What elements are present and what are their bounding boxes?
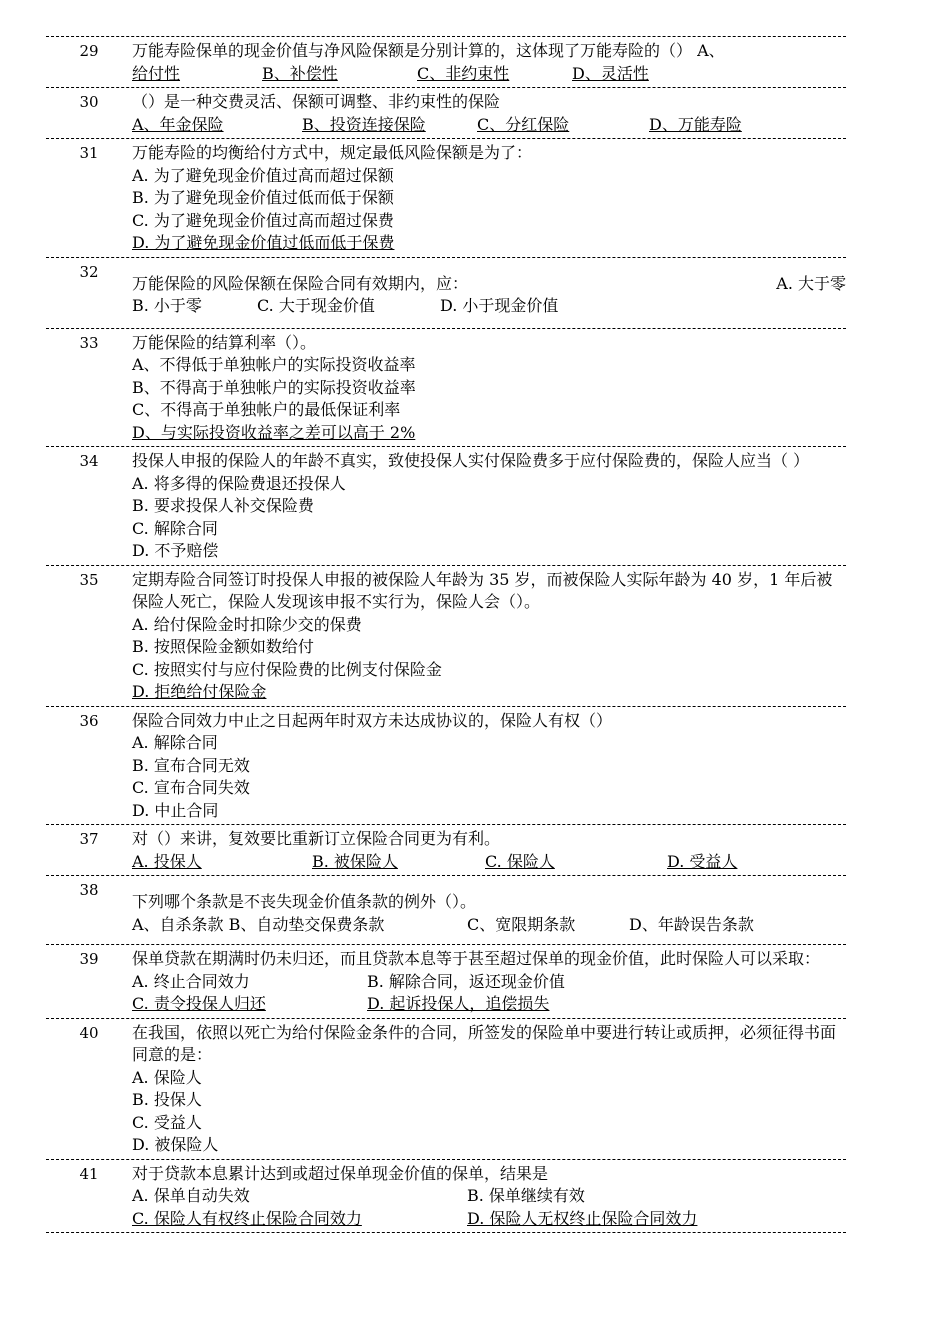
option-d: D. 被保险人 bbox=[132, 1135, 219, 1154]
question-stem-row bbox=[132, 273, 846, 296]
option-d: D、年龄误告条款 bbox=[629, 914, 754, 934]
question-list bbox=[46, 36, 846, 1233]
option-a: A. 保单自动失效 bbox=[132, 1186, 250, 1205]
question-37 bbox=[46, 824, 846, 875]
option-row bbox=[132, 993, 846, 1016]
option-d: D、万能寿险 bbox=[649, 114, 742, 134]
option-d: D. 保险人无权终止保险合同效力 bbox=[467, 1208, 698, 1228]
option-b: B、不得高于单独帐户的实际投资收益率 bbox=[132, 377, 416, 397]
question-stem: 投保人申报的保险人的年龄不真实，致使投保人实付保险费多于应付保险费的，保险人应当（ ） bbox=[132, 451, 810, 470]
question-body bbox=[132, 40, 846, 85]
option-row bbox=[132, 914, 846, 937]
option-c: C. 宣布合同失效 bbox=[132, 778, 250, 797]
question-body bbox=[132, 1022, 846, 1157]
question-number: 33 bbox=[79, 333, 99, 352]
option-c: C、不得高于单独帐户的最低保证利率 bbox=[132, 400, 401, 419]
option-d: D、与实际投资收益率之差可以高于 2% bbox=[132, 422, 416, 442]
option-row bbox=[132, 1208, 846, 1231]
question-30 bbox=[46, 87, 846, 138]
option-c: C. 解除合同 bbox=[132, 518, 218, 538]
option-c: C、分红保险 bbox=[477, 114, 570, 134]
option-b: B. 被保险人 bbox=[312, 851, 398, 871]
option-b: B. 投保人 bbox=[132, 1090, 202, 1109]
option-a: A. 保险人 bbox=[132, 1067, 202, 1087]
question-number: 36 bbox=[79, 711, 99, 730]
question-body bbox=[132, 142, 846, 255]
question-body bbox=[132, 828, 846, 873]
question-body bbox=[132, 332, 846, 445]
question-stem: 保险合同效力中止之日起两年时双方未达成协议的，保险人有权（） bbox=[132, 710, 613, 730]
question-number: 30 bbox=[79, 93, 99, 111]
question-number: 39 bbox=[79, 950, 99, 968]
question-stem: 定期寿险合同签订时投保人申报的被保险人年龄为 35 岁，而被保险人实际年龄为 40 岁，1 年后被保险人死亡，保险人发现该申报不实行为，保险人会（）。 bbox=[132, 569, 833, 611]
option-a: A. 大于零 bbox=[776, 273, 846, 293]
option-b: B. 小于零 bbox=[132, 296, 202, 315]
option-d: D. 起诉投保人，追偿损失 bbox=[367, 994, 550, 1013]
question-number: 41 bbox=[79, 1164, 99, 1183]
question-stem: 保单贷款在期满时仍未归还，而且贷款本息等于甚至超过保单的现金价值，此时保险人可以采取： bbox=[132, 949, 821, 968]
question-41 bbox=[46, 1159, 846, 1234]
option-c: C. 保险人 bbox=[485, 851, 555, 871]
option-d: D. 中止合同 bbox=[132, 800, 219, 820]
question-39 bbox=[46, 944, 846, 1018]
question-stem: 下列哪个条款是不丧失现金价值条款的例外（）。 bbox=[132, 892, 477, 911]
question-33 bbox=[46, 328, 846, 447]
option-row bbox=[132, 63, 846, 86]
option-c: C. 大于现金价值 bbox=[257, 296, 375, 315]
question-body bbox=[132, 261, 846, 326]
question-stem: 对（）来讲，复效要比重新订立保险合同更为有利。 bbox=[132, 829, 501, 848]
question-36 bbox=[46, 706, 846, 825]
question-40 bbox=[46, 1018, 846, 1159]
option-d: D. 小于现金价值 bbox=[440, 296, 559, 315]
question-stem: 万能寿险的均衡给付方式中，规定最低风险保额是为了： bbox=[132, 143, 533, 162]
question-body bbox=[132, 710, 846, 823]
option-row bbox=[132, 971, 846, 994]
option-b: B. 保单继续有效 bbox=[467, 1186, 585, 1205]
question-stem: 对于贷款本息累计达到或超过保单现金价值的保单，结果是 bbox=[132, 1163, 549, 1183]
option-row bbox=[132, 1185, 846, 1208]
option-c: C. 按照实付与应付保险费的比例支付保险金 bbox=[132, 659, 442, 679]
option-a: A. 将多得的保险费退还投保人 bbox=[132, 473, 346, 493]
question-34 bbox=[46, 446, 846, 565]
question-38 bbox=[46, 875, 846, 944]
option-row bbox=[132, 295, 846, 318]
option-d: D. 不予赔偿 bbox=[132, 541, 219, 560]
option-row bbox=[132, 114, 846, 137]
option-c: C. 为了避免现金价值过高而超过保费 bbox=[132, 210, 394, 230]
question-31 bbox=[46, 138, 846, 257]
question-number: 38 bbox=[79, 881, 99, 899]
option-ab: A、自杀条款 B、自动垫交保费条款 bbox=[132, 914, 385, 934]
option-a: A、不得低于单独帐户的实际投资收益率 bbox=[132, 355, 416, 374]
option-row bbox=[132, 851, 846, 874]
question-35 bbox=[46, 565, 846, 706]
question-number: 29 bbox=[79, 42, 99, 60]
option-a: A. 投保人 bbox=[132, 851, 202, 871]
option-b: B. 宣布合同无效 bbox=[132, 755, 250, 775]
option-b: B. 要求投保人补交保险费 bbox=[132, 496, 314, 515]
option-d: D、灵活性 bbox=[572, 63, 649, 83]
question-body bbox=[132, 450, 846, 563]
question-stem: 在我国，依照以死亡为给付保险金条件的合同，所签发的保险单中要进行转让或质押，必须征得书面同意的是： bbox=[132, 1022, 837, 1064]
question-stem: 万能保险的风险保额在保险合同有效期内，应： bbox=[132, 273, 469, 293]
question-number: 34 bbox=[79, 452, 99, 470]
option-a: A. 解除合同 bbox=[132, 733, 218, 752]
option-a: A、年金保险 bbox=[132, 114, 224, 134]
question-stem: 万能寿险保单的现金价值与净风险保额是分别计算的，这体现了万能寿险的（） A、 bbox=[132, 41, 725, 60]
option-c: C. 责令投保人归还 bbox=[132, 994, 266, 1013]
question-number: 32 bbox=[79, 262, 99, 281]
question-number: 37 bbox=[79, 830, 99, 848]
option-c: C、非约束性 bbox=[417, 63, 510, 83]
option-a: 给付性 bbox=[132, 63, 181, 83]
question-32 bbox=[46, 257, 846, 328]
question-number: 35 bbox=[79, 570, 99, 589]
option-b: B、补偿性 bbox=[262, 63, 338, 83]
option-a: A. 给付保险金时扣除少交的保费 bbox=[132, 614, 362, 634]
question-29 bbox=[46, 36, 846, 87]
option-c: C、宽限期条款 bbox=[467, 914, 576, 934]
question-stem: （）是一种交费灵活、保额可调整、非约束性的保险 bbox=[132, 92, 501, 111]
question-body bbox=[132, 91, 846, 136]
option-d: D. 为了避免现金价值过低而低于保费 bbox=[132, 233, 395, 252]
option-b: B. 按照保险金额如数给付 bbox=[132, 637, 314, 656]
option-d: D. 受益人 bbox=[667, 851, 738, 871]
option-c: C. 受益人 bbox=[132, 1112, 202, 1132]
question-number: 40 bbox=[79, 1023, 99, 1042]
option-b: B. 为了避免现金价值过低而低于保额 bbox=[132, 188, 394, 207]
question-stem: 万能保险的结算利率（）。 bbox=[132, 332, 317, 352]
question-body bbox=[132, 569, 846, 704]
question-body bbox=[132, 948, 846, 1016]
option-b: B、投资连接保险 bbox=[302, 114, 426, 134]
option-d: D. 拒绝给付保险金 bbox=[132, 682, 267, 701]
option-c: C. 保险人有权终止保险合同效力 bbox=[132, 1208, 362, 1228]
option-a: A. 终止合同效力 bbox=[132, 971, 250, 991]
option-b: B. 解除合同，返还现金价值 bbox=[367, 971, 565, 991]
question-body bbox=[132, 1163, 846, 1231]
question-body bbox=[132, 879, 846, 942]
question-number: 31 bbox=[79, 144, 99, 162]
option-a: A. 为了避免现金价值过高而超过保额 bbox=[132, 165, 394, 185]
